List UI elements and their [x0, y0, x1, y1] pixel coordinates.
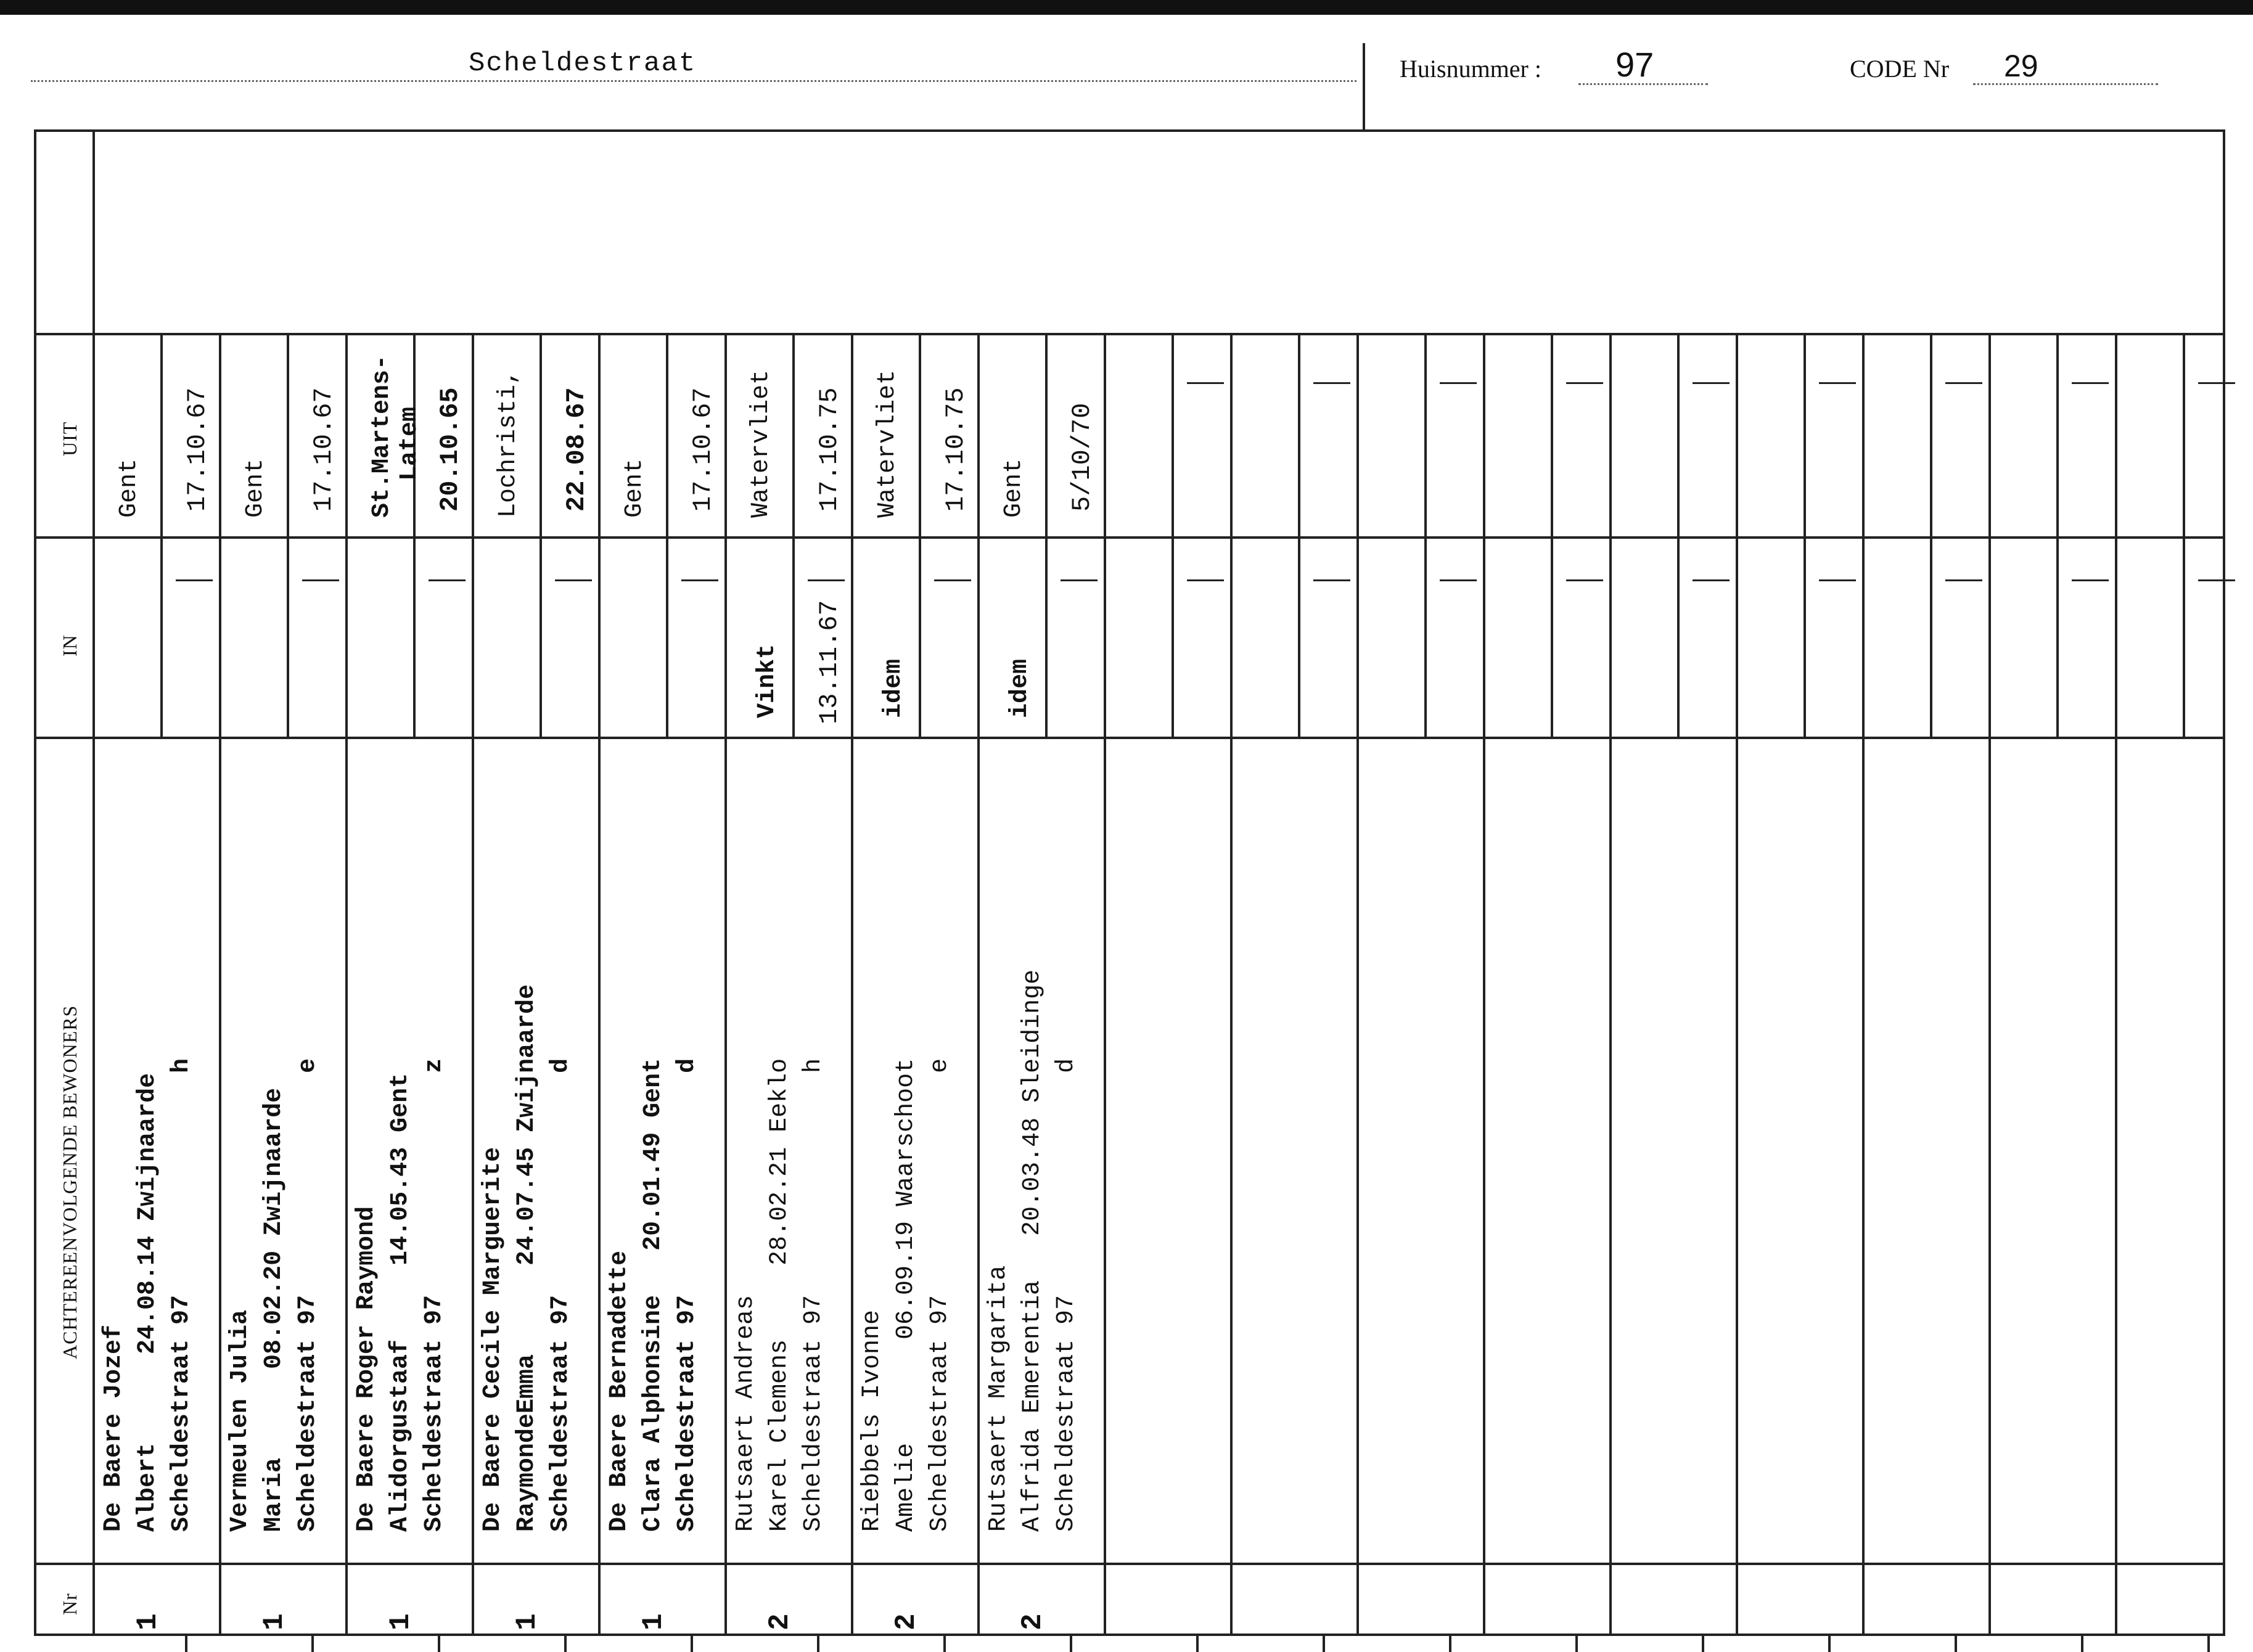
resident-name-line-3: Scheldestraat 97 d — [1053, 1058, 1080, 1532]
row-divider-10 — [1356, 333, 1359, 1634]
uit-date-dash — [1566, 382, 1603, 384]
resident-name-line-3: Scheldestraat 97 e — [926, 1058, 954, 1532]
resident-name-line-2: Albert 24.08.14 Zwijnaarde — [134, 1073, 162, 1532]
uit-place: Watervliet — [747, 369, 775, 518]
in-subdivider-9 — [1298, 536, 1300, 737]
bottom-tick-10 — [1449, 1634, 1451, 1652]
bottom-tick-13 — [1828, 1634, 1831, 1652]
in-date-dash — [1440, 579, 1477, 581]
resident-nr: 2 — [1017, 1613, 1049, 1630]
uit-place: Gent — [1000, 458, 1028, 518]
in-subdivider-7 — [1045, 536, 1048, 737]
bottom-tick-9 — [1323, 1634, 1325, 1652]
col-header-bewoners: ACHTEREENVOLGENDE BEWONERS — [59, 1005, 81, 1359]
in-date: 13.11.67 — [815, 600, 844, 724]
resident-name-line-1: Vermeulen Julia — [226, 1309, 254, 1532]
uit-date-dash — [1440, 382, 1477, 384]
uit-subdivider-10 — [1424, 333, 1427, 536]
row-divider-14 — [1862, 333, 1865, 1634]
uit-subdivider-7 — [1045, 333, 1048, 536]
in-place: idem — [880, 658, 908, 718]
code-value: 29 — [2004, 49, 2038, 83]
in-subdivider-15 — [2056, 536, 2059, 737]
uit-subdivider-12 — [1677, 333, 1680, 536]
resident-name-line-1: De Baere Jozef — [100, 1324, 128, 1532]
uit-date-dash — [1187, 382, 1224, 384]
bottom-tick-8 — [1196, 1634, 1199, 1652]
row-divider-5 — [724, 333, 727, 1634]
in-subdivider-13 — [1804, 536, 1806, 737]
uit-date: 5/10/70 — [1067, 403, 1097, 512]
in-subdivider-8 — [1172, 536, 1174, 737]
col-header-nr: Nr — [59, 1593, 81, 1615]
resident-name-line-2: Amelie 06.09.19 Waarschoot — [892, 1058, 920, 1532]
resident-name-line-3: Scheldestraat 97 h — [168, 1058, 195, 1532]
uit-subdivider-8 — [1172, 333, 1174, 536]
code-label: CODE Nr — [1850, 55, 1950, 83]
in-date-dash — [1945, 579, 1982, 581]
uit-date-dash — [1819, 382, 1856, 384]
in-date-dash — [1819, 579, 1856, 581]
bottom-tick-3 — [564, 1634, 567, 1652]
resident-name-line-1: De Baere Cecile Marguerite — [479, 1147, 507, 1532]
row-divider-4 — [598, 333, 601, 1634]
uit-subdivider-15 — [2056, 333, 2059, 536]
uit-subdivider-6 — [919, 333, 921, 536]
in-subdivider-1 — [287, 536, 289, 737]
uit-subdivider-4 — [666, 333, 668, 536]
in-subdivider-10 — [1424, 536, 1427, 737]
bottom-tick-4 — [691, 1634, 693, 1652]
in-subdivider-0 — [160, 536, 163, 737]
uit-subdivider-1 — [287, 333, 289, 536]
resident-name-line-2: Alidorgustaaf 14.05.43 Gent — [387, 1073, 414, 1532]
bottom-tick-5 — [817, 1634, 819, 1652]
uit-subdivider-14 — [1930, 333, 1932, 536]
uit-date-dash — [1313, 382, 1350, 384]
resident-nr: 1 — [385, 1613, 417, 1630]
in-date-dash — [1061, 579, 1098, 581]
resident-name-line-1: De Baere Bernadette — [605, 1250, 633, 1532]
section-line-2 — [34, 737, 2223, 739]
in-date-dash — [1313, 579, 1350, 581]
in-subdivider-6 — [919, 536, 921, 737]
in-date-dash — [176, 579, 213, 581]
row-divider-8 — [1104, 333, 1106, 1634]
uit-place: St.Martens- — [368, 354, 396, 518]
row-divider-7 — [977, 333, 980, 1634]
uit-date: 17.10.75 — [941, 387, 971, 512]
table-right-border — [2223, 129, 2225, 1636]
uit-date-dash — [2198, 382, 2235, 384]
in-subdivider-11 — [1551, 536, 1553, 737]
uit-date: 22.08.67 — [562, 387, 591, 512]
section-line-0 — [34, 333, 2223, 335]
header-col-divider — [92, 129, 95, 1634]
resident-name-line-1: De Baere Roger Raymond — [353, 1206, 380, 1532]
in-date-dash — [2198, 579, 2235, 581]
uit-place: Gent — [115, 458, 143, 518]
table-left-border — [34, 129, 36, 1636]
row-divider-9 — [1230, 333, 1233, 1634]
in-date-dash — [429, 579, 466, 581]
uit-subdivider-9 — [1298, 333, 1300, 536]
resident-nr: 1 — [132, 1613, 164, 1630]
section-line-3 — [34, 1563, 2223, 1565]
in-subdivider-3 — [540, 536, 542, 737]
uit-date-dash — [2072, 382, 2109, 384]
resident-nr: 2 — [890, 1613, 922, 1630]
bottom-tick-15 — [2081, 1634, 2083, 1652]
table-top-border — [34, 129, 2223, 132]
in-date-dash — [1693, 579, 1730, 581]
row-divider-1 — [219, 333, 221, 1634]
resident-name-line-3: Scheldestraat 97 d — [547, 1058, 575, 1532]
uit-place: Gent — [242, 458, 269, 518]
resident-name-line-2: Karel Clemens 28.02.21 Eeklo — [766, 1058, 794, 1532]
resident-nr: 1 — [511, 1613, 543, 1630]
table-bottom-border — [34, 1634, 2223, 1636]
in-place: Vinkt — [753, 644, 781, 718]
uit-date: 17.10.67 — [183, 387, 212, 512]
uit-place: Watervliet — [874, 369, 901, 518]
bottom-tick-12 — [1702, 1634, 1704, 1652]
huisnummer-value: 97 — [1615, 45, 1654, 84]
uit-date: 17.10.75 — [815, 387, 844, 512]
col-header-uit: UIT — [59, 421, 81, 456]
resident-name-line-3: Scheldestraat 97 e — [294, 1058, 322, 1532]
row-divider-11 — [1483, 333, 1485, 1634]
in-date-dash — [555, 579, 592, 581]
bottom-tick-16 — [2207, 1634, 2210, 1652]
uit-subdivider-11 — [1551, 333, 1553, 536]
uit-date-dash — [1945, 382, 1982, 384]
row-divider-2 — [345, 333, 348, 1634]
bottom-tick-1 — [311, 1634, 314, 1652]
resident-name-line-2: RaymondeEmma 24.07.45 Zwijnaarde — [513, 984, 541, 1532]
uit-date: 20.10.65 — [435, 387, 465, 512]
in-date-dash — [808, 579, 845, 581]
uit-subdivider-0 — [160, 333, 163, 536]
in-date-dash — [1187, 579, 1224, 581]
uit-date: 17.10.67 — [309, 387, 339, 512]
in-subdivider-16 — [2183, 536, 2185, 737]
uit-date-dash — [1693, 382, 1730, 384]
in-place: idem — [1006, 658, 1034, 718]
in-date-dash — [2072, 579, 2109, 581]
resident-nr: 1 — [638, 1613, 670, 1630]
uit-date: 17.10.67 — [688, 387, 718, 512]
resident-name-line-1: Riebbels Ivonne — [858, 1309, 886, 1532]
bottom-tick-6 — [943, 1634, 946, 1652]
in-date-dash — [681, 579, 718, 581]
huisnummer-label: Huisnummer : — [1400, 55, 1541, 83]
section-line-1 — [34, 536, 2223, 539]
in-date-dash — [1566, 579, 1603, 581]
row-divider-15 — [1988, 333, 1991, 1634]
resident-name-line-2: Maria 08.02.20 Zwijnaarde — [260, 1087, 288, 1532]
in-subdivider-2 — [413, 536, 416, 737]
uit-subdivider-16 — [2183, 333, 2185, 536]
resident-name-line-2: Clara Alphonsine 20.01.49 Gent — [639, 1058, 667, 1532]
resident-name-line-2: Alfrida Emerentia 20.03.48 Sleidinge — [1019, 969, 1046, 1532]
bottom-tick-0 — [185, 1634, 187, 1652]
in-subdivider-12 — [1677, 536, 1680, 737]
resident-name-line-1: Rutsaert Margarita — [985, 1265, 1012, 1532]
resident-name-line-3: Scheldestraat 97 h — [800, 1058, 827, 1532]
in-subdivider-14 — [1930, 536, 1932, 737]
in-date-dash — [934, 579, 971, 581]
bottom-tick-11 — [1575, 1634, 1578, 1652]
bottom-tick-2 — [438, 1634, 440, 1652]
resident-nr: 1 — [258, 1613, 290, 1630]
resident-nr: 2 — [764, 1613, 796, 1630]
street-name: Scheldestraat — [469, 48, 697, 79]
in-subdivider-5 — [792, 536, 795, 737]
bottom-tick-7 — [1070, 1634, 1072, 1652]
resident-name-line-1: Rutsaert Andreas — [732, 1294, 760, 1532]
uit-subdivider-3 — [540, 333, 542, 536]
row-divider-13 — [1736, 333, 1738, 1634]
row-divider-12 — [1609, 333, 1612, 1634]
uit-place-line-2: Latem — [396, 406, 424, 481]
row-divider-3 — [472, 333, 474, 1634]
col-header-in: IN — [59, 634, 81, 656]
uit-subdivider-5 — [792, 333, 795, 536]
resident-name-line-3: Scheldestraat 97 z — [421, 1058, 448, 1532]
in-date-dash — [302, 579, 339, 581]
in-subdivider-4 — [666, 536, 668, 737]
row-divider-16 — [2115, 333, 2117, 1634]
uit-place: Gent — [621, 458, 649, 518]
resident-name-line-3: Scheldestraat 97 d — [673, 1058, 701, 1532]
row-divider-6 — [851, 333, 853, 1634]
uit-place: Lochristi, — [495, 369, 522, 518]
uit-subdivider-13 — [1804, 333, 1806, 536]
bottom-tick-14 — [1955, 1634, 1957, 1652]
